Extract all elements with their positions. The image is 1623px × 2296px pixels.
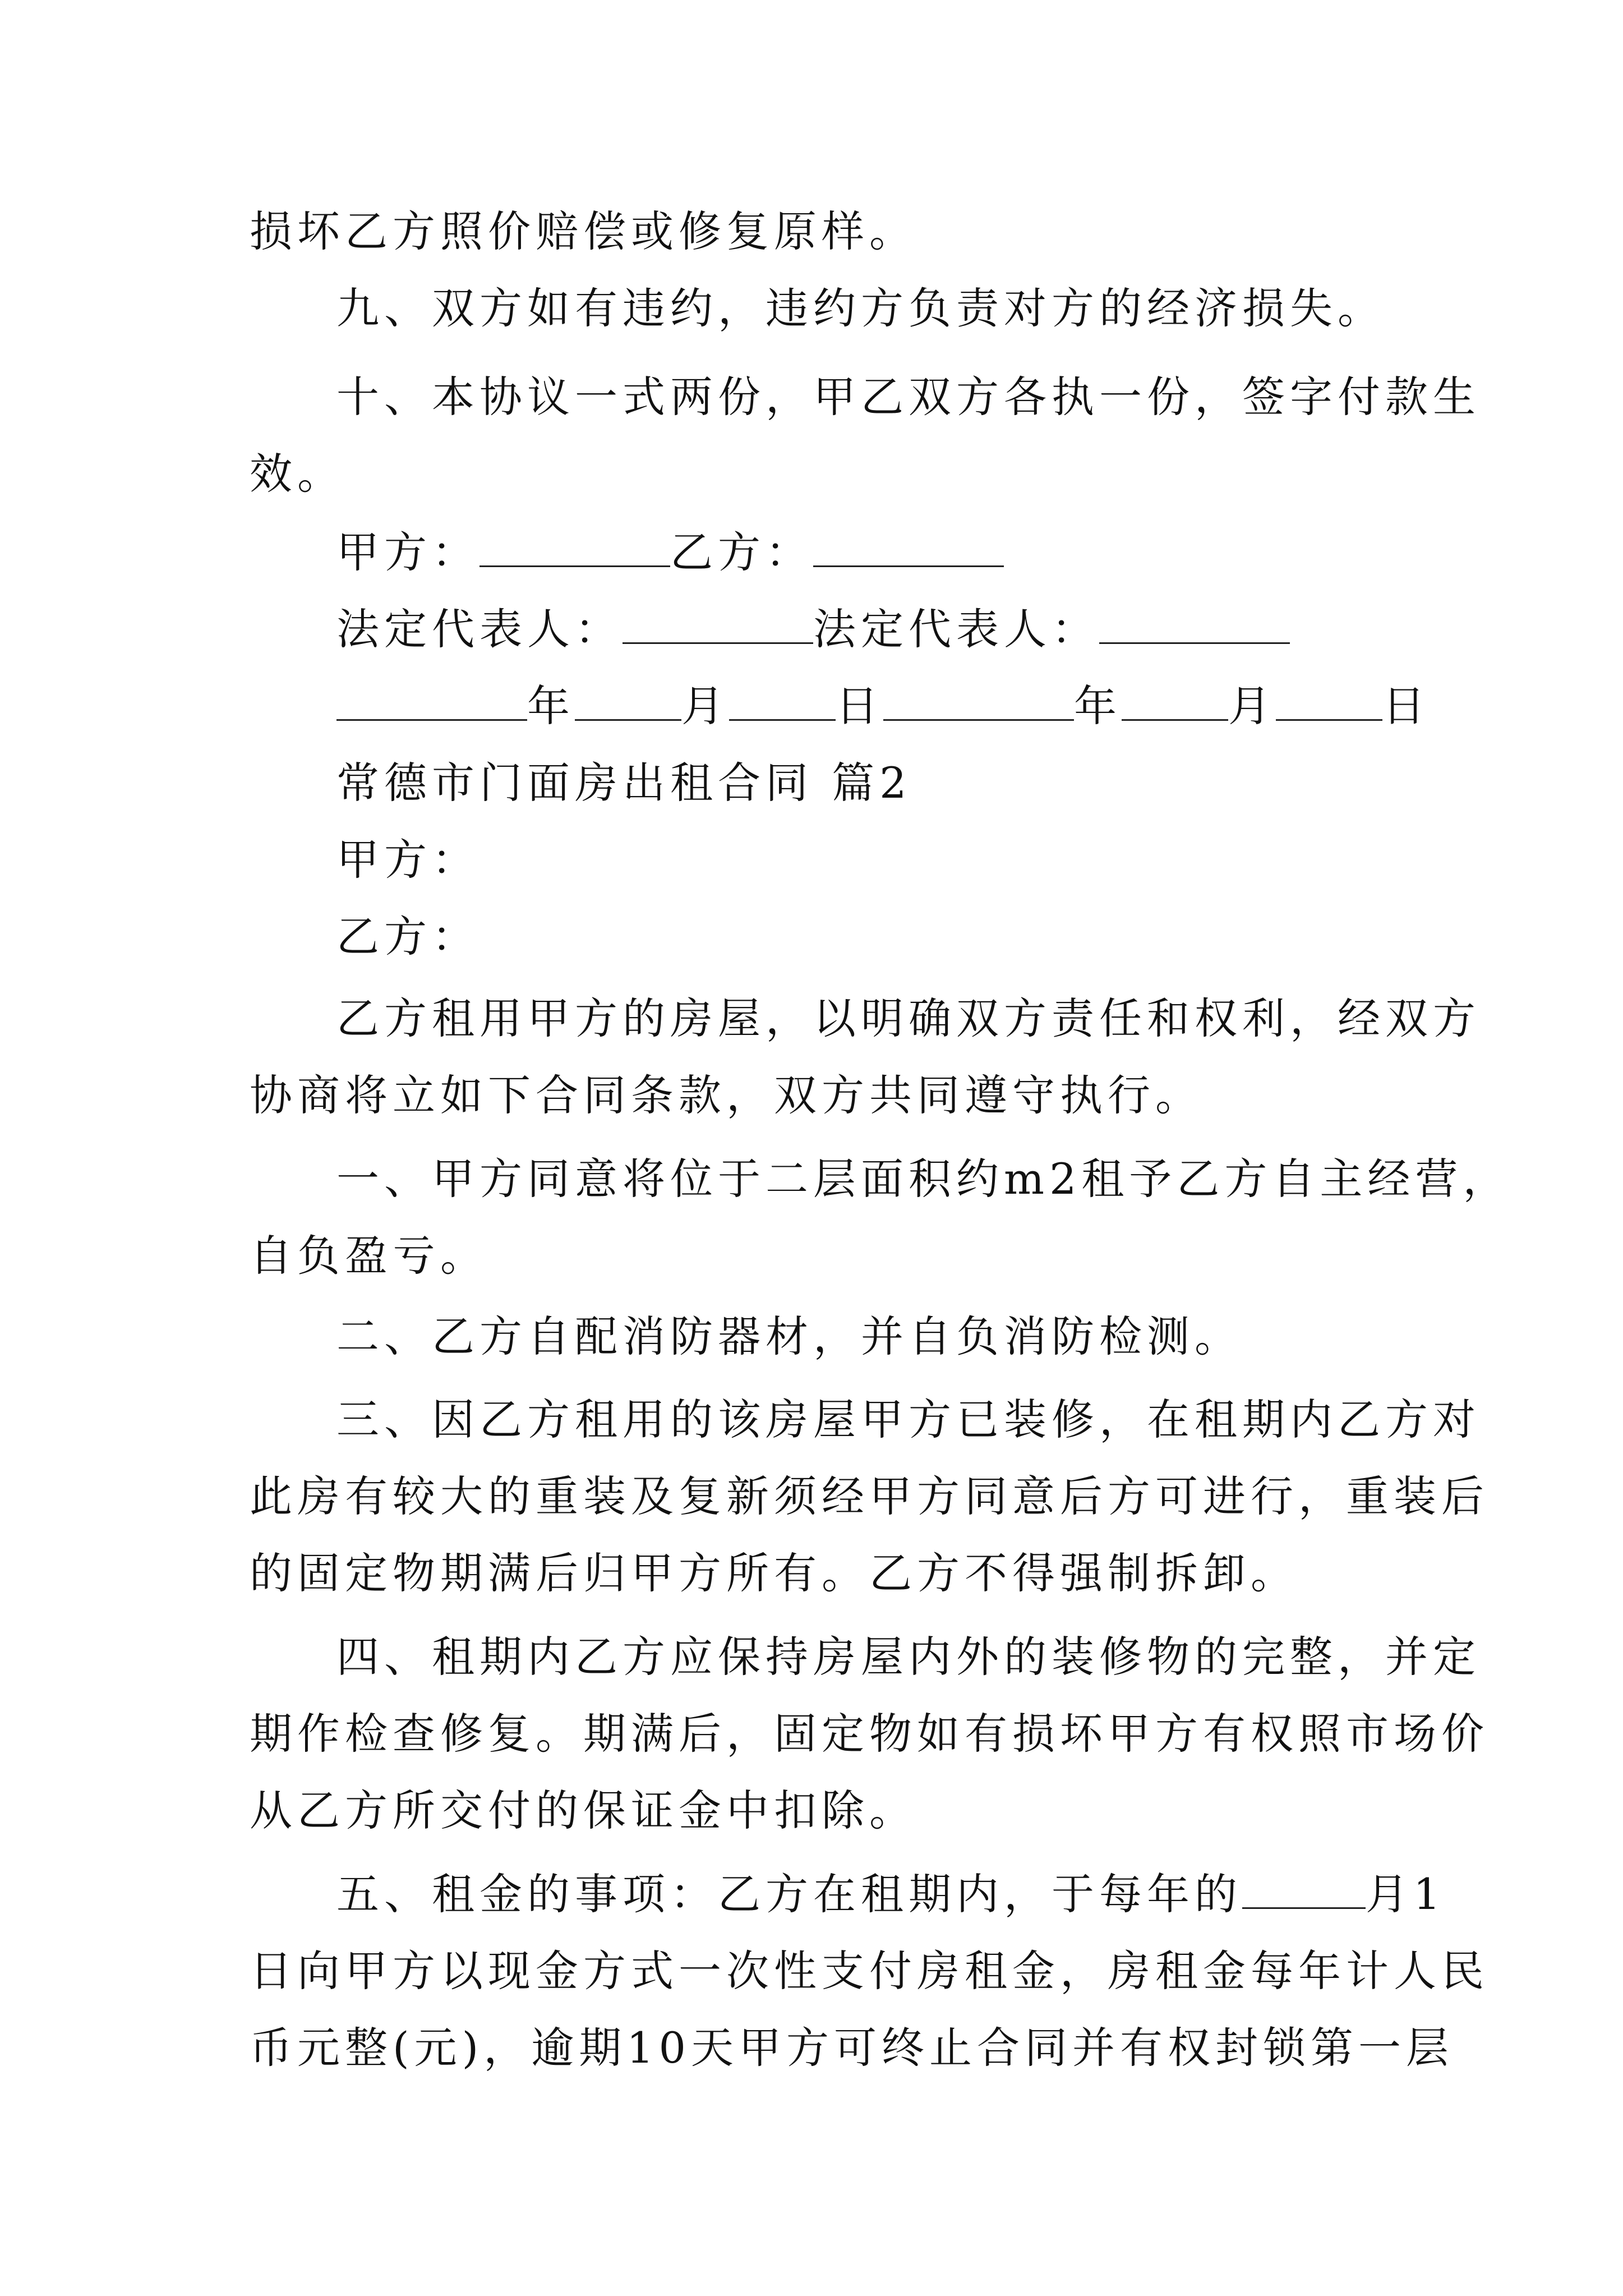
party-b-blank — [813, 532, 1004, 567]
text-line: 乙方： — [336, 912, 479, 961]
text-line: 损坏乙方照价赔偿或修复原样。 — [250, 206, 917, 256]
day-label: 日 — [836, 681, 883, 731]
day-b-blank — [1276, 685, 1382, 721]
month-label: 月 — [1228, 681, 1276, 731]
day-label: 日 — [1382, 681, 1430, 731]
text-line: 币元整(元)，逾期10天甲方可终止合同并有权封锁第一层 — [250, 2023, 1454, 2073]
text-line: 甲方： — [336, 835, 479, 885]
text-line: 乙方租用甲方的房屋，以明确双方责任和权利，经双方 — [336, 993, 1481, 1043]
text-line: 日向甲方以现金方式一次性支付房租金，房租金每年计人民 — [250, 1946, 1489, 1996]
rep-b-label: 法定代表人： — [813, 604, 1099, 654]
text-line: 一、甲方同意将位于二层面积约m2租予乙方自主经营， — [336, 1154, 1511, 1204]
text-line: 四、租期内乙方应保持房屋内外的装修物的完整，并定 — [336, 1632, 1481, 1682]
signature-dates-row — [336, 681, 1430, 731]
text-line: 从乙方所交付的保证金中扣除。 — [250, 1786, 917, 1835]
date-a-blank — [336, 685, 527, 721]
party-a-blank — [479, 532, 670, 567]
month-a-blank — [575, 685, 681, 721]
rent-month-blank — [1242, 1874, 1366, 1909]
text-line: 自负盈亏。 — [250, 1231, 488, 1281]
rep-a-blank — [623, 609, 813, 644]
signature-representatives-row — [336, 604, 1290, 655]
text-line: 九、双方如有违约，违约方负责对方的经济损失。 — [336, 283, 1385, 333]
text-line: 十、本协议一式两份，甲乙双方各执一份，签字付款生 — [336, 372, 1481, 422]
rep-b-blank — [1099, 609, 1290, 644]
rep-a-label: 法定代表人： — [336, 604, 623, 654]
date-b-blank — [883, 685, 1074, 721]
signature-parties-row — [336, 527, 1004, 578]
text-line: 期作检查修复。期满后，固定物如有损坏甲方有权照市场价 — [250, 1709, 1489, 1759]
year-label: 年 — [527, 681, 575, 731]
text-line: 二、乙方自配消防器材，并自负消防检测。 — [336, 1312, 1242, 1361]
text-line: 的固定物期满后归甲方所有。乙方不得强制拆卸。 — [250, 1548, 1298, 1598]
section-heading: 常德市门面房出租合同 篇2 — [336, 758, 912, 808]
text-line: 三、因乙方租用的该房屋甲方已装修，在租期内乙方对 — [336, 1395, 1481, 1444]
rent-clause-text: 五、租金的事项：乙方在租期内，于每年的 — [336, 1869, 1242, 1919]
day-a-blank — [729, 685, 836, 721]
month-label: 月 — [681, 681, 729, 731]
text-line: 协商将立如下合同条款，双方共同遵守执行。 — [250, 1070, 1203, 1120]
text-line: 此房有较大的重装及复新须经甲方同意后方可进行，重装后 — [250, 1471, 1489, 1521]
text-line — [336, 1869, 1445, 1920]
year-label: 年 — [1074, 681, 1122, 731]
party-a-label: 甲方： — [336, 527, 479, 577]
rent-clause-suffix: 月1 — [1366, 1869, 1446, 1919]
party-b-label: 乙方： — [670, 527, 813, 577]
month-b-blank — [1122, 685, 1228, 721]
text-line: 效。 — [250, 449, 345, 499]
